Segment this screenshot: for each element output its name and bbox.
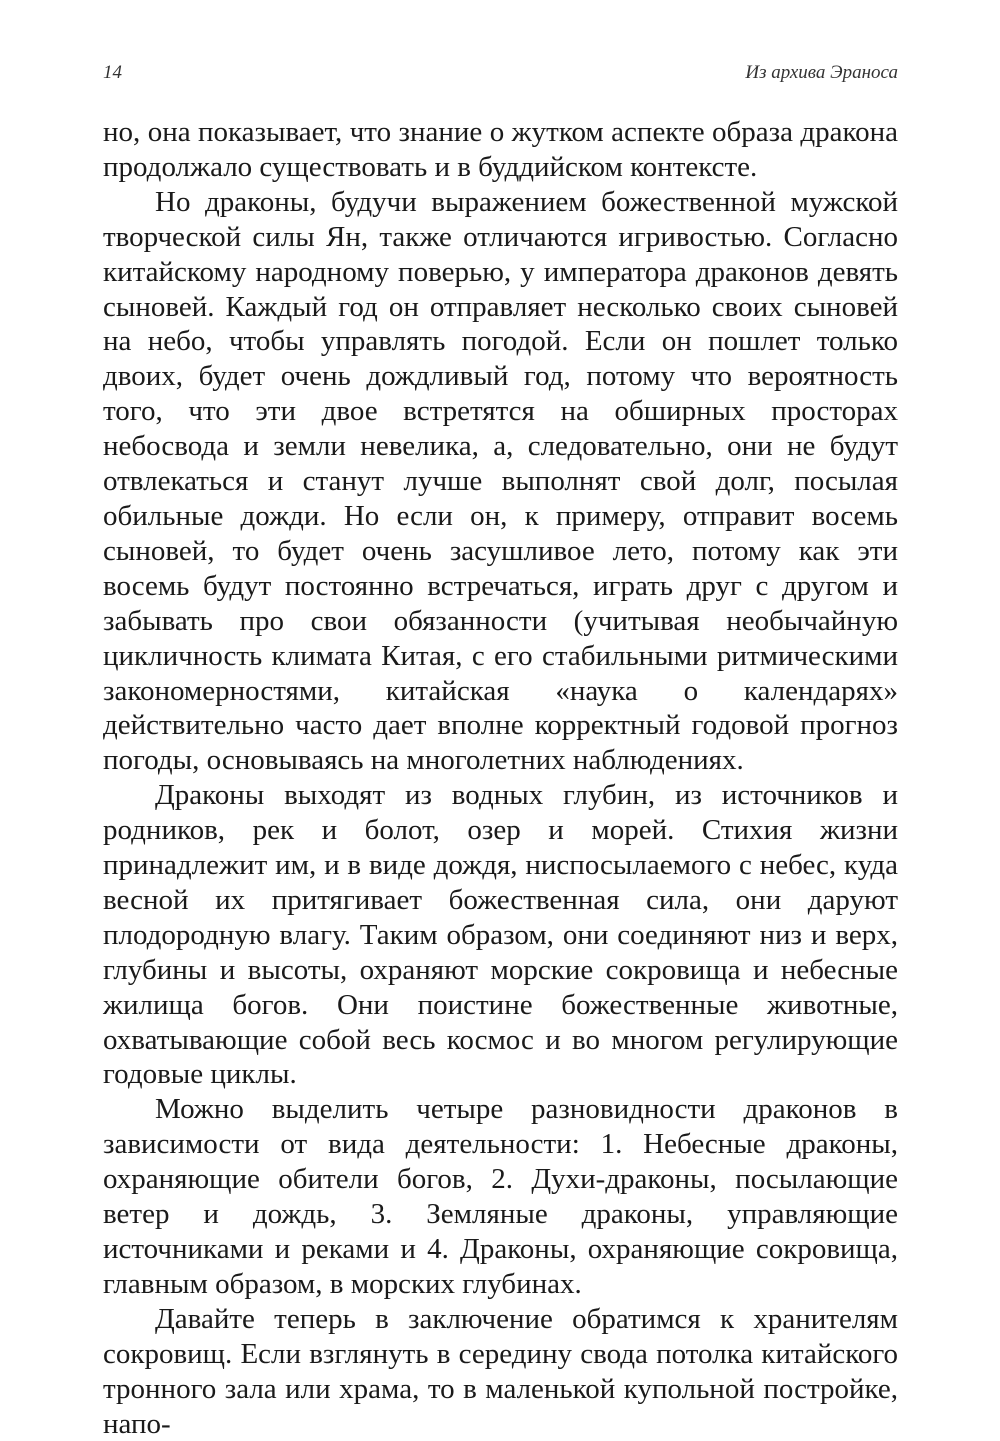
paragraph-dragon-waters: Драконы выходят из водных глубин, из источников и родников, рек и болот, озер и морей. Стихия жизни принадлежит им, и в виде дождя, ниспосылаемого с небес, куда весной их притягивает божественная сила, они даруют плодородную влагу. Таким образом, они соединяют низ и верх, глубины и высоты, охраняют морские сокровища и небесные жилища богов. Они поистине божественные животные, охватывающие собой весь космос и во многом регулирующие годовые циклы. [103,779,898,1091]
paragraph-continuation: но, она показывает, что знание о жутком аспекте образа дракона продолжало существовать и в буддийском контексте. [103,116,898,183]
paragraph-dragon-types: Можно выделить четыре разновидности драконов в зависимости от вида деятельности: 1. Небесные драконы, охраняющие обители богов, 2. Духи-драконы, посылающие ветер и дождь, 3. Земляные драконы, управляющие источниками и реками и 4. Драконы, охраняющие сокровища, главным образом, в морских глубинах. [103,1093,898,1300]
running-header [103,62,898,90]
page-number: 14 [103,62,122,83]
running-title: Из архива Эраноса [745,62,898,83]
body-text [103,115,898,1441]
paragraph-treasure-keepers: Давайте теперь в заключение обратимся к хранителям сокровищ. Если взглянуть в середину свода потолка китайского тронного зала или храма, то в маленькой купольной постройке, напо- [103,1302,898,1440]
paragraph-dragon-playfulness: Но драконы, будучи выражением божественной мужской творческой силы Ян, также отличаются игривостью. Согласно китайскому народному поверью, у императора драконов девять сыновей. Каждый год он отправляет несколько своих сыновей на небо, чтобы управлять погодой. Если он пошлет только двоих, будет очень дождливый год, потому что вероятность того, что эти двое встретятся на обширных просторах небосвода и земли невелика, а, следовательно, они не будут отвлекаться и станут лучше выполнят свой долг, посылая обильные дожди. Но если он, к примеру, отправит восемь сыновей, то будет очень засушливое лето, потому как эти восемь будут постоянно встречаться, играть друг с другом и забывать про свои обязанности (учитывая необычайную цикличность климата Китая, с его стабильными ритмическими закономерностями, китайская «наука о календарях» действительно часто дает вполне корректный годовой прогноз погоды, основываясь на многолетних наблюдениях. [103,185,898,777]
